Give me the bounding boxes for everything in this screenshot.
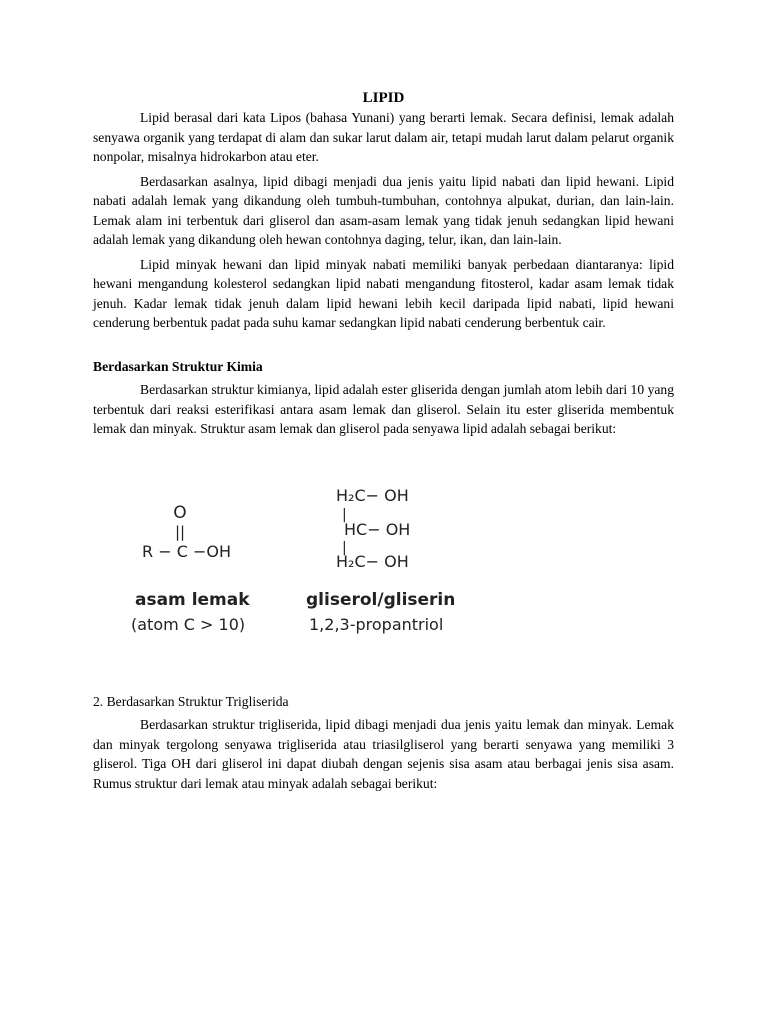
document-title: LIPID bbox=[362, 90, 405, 106]
acid-note: (atom C > 10) bbox=[131, 614, 246, 634]
paragraph-triglyceride: Berdasarkan struktur trigliserida, lipid dibagi menjadi dua jenis yaitu lemak dan minyak. Lemak dan minyak tergolong senyawa trigliserida atau triasilgliserol yang berarti senyawa yang memiliki 3 gliserol. Tiga OH dari gliserol ini dapat diubah dengan sejenis sisa asam atau berbagai jenis sisa asam. Rumus struktur dari lemak atau minyak adalah sebagai berikut: bbox=[93, 717, 674, 791]
document-page bbox=[93, 88, 674, 798]
paragraph-differences: Lipid minyak hewani dan lipid minyak nabati memiliki banyak perbedaan diantaranya: lipid hewani mengandung kolesterol sedangkan lipid nabati mengandung fitosterol, kadar asam lemak tidak jenuh. Kadar lemak tidak jenuh dalam lipid hewani lebih kecil daripada lipid nabati, lipid hewani cenderung berbentuk padat pada suhu kamar sedangkan lipid nabati cenderung berbentuk cair. bbox=[93, 256, 674, 330]
glycerol-row-2: HC− OH bbox=[344, 519, 411, 539]
structure-figure bbox=[93, 444, 674, 684]
paragraph-chemical-structure: Berdasarkan struktur kimianya, lipid adalah ester gliserida dengan jumlah atom lebih dari 10 yang terbentuk dari reaksi esterifikasi antara asam lemak dan gliserol. Selain itu ester gliserida membentuk lemak dan minyak. Struktur asam lemak dan gliserol pada senyawa lipid adalah sebagai berikut: bbox=[93, 382, 674, 436]
glycerol-note: 1,2,3-propantriol bbox=[309, 614, 444, 634]
acid-name: asam lemak bbox=[135, 589, 250, 610]
section-heading-triglyceride: 2. Berdasarkan Struktur Trigliserida bbox=[93, 693, 289, 709]
paragraph-definition: Lipid berasal dari kata Lipos (bahasa Yunani) yang berarti lemak. Secara definisi, lemak adalah senyawa organik yang terdapat di alam dan sukar larut dalam air, tetapi mudah larut dalam pelarut organik nonpolar, misalnya hidrokarbon atau eter. bbox=[93, 110, 674, 164]
glycerol-name: gliserol/gliserin bbox=[306, 589, 456, 610]
glycerol-bond-1: | bbox=[342, 506, 347, 523]
glycerol-row-1: H₂C− OH bbox=[336, 485, 409, 505]
glycerol-row-3: H₂C− OH bbox=[336, 551, 409, 571]
acid-double-bond: || bbox=[174, 522, 186, 541]
paragraph-origin: Berdasarkan asalnya, lipid dibagi menjadi dua jenis yaitu lipid nabati dan lipid hewani. Lipid nabati adalah lemak yang dikandung oleh tumbuh-tumbuhan, contohnya alpukat, durian, dan lain-lain. Lemak alam ini terbentuk dari gliserol dan asam-asam lemak yang tidak jenuh sedangkan lipid hewani adalah lemak yang dikandung oleh hewan contohnya daging, telur, ikan, dan lain-lain. bbox=[93, 173, 674, 247]
section-heading-chemical-structure: Berdasarkan Struktur Kimia bbox=[93, 358, 263, 374]
structure-diagram bbox=[93, 444, 674, 684]
acid-oxygen: O bbox=[173, 502, 187, 523]
acid-formula: R − C −OH bbox=[142, 541, 231, 561]
glycerol-bond-2: | bbox=[342, 539, 347, 556]
